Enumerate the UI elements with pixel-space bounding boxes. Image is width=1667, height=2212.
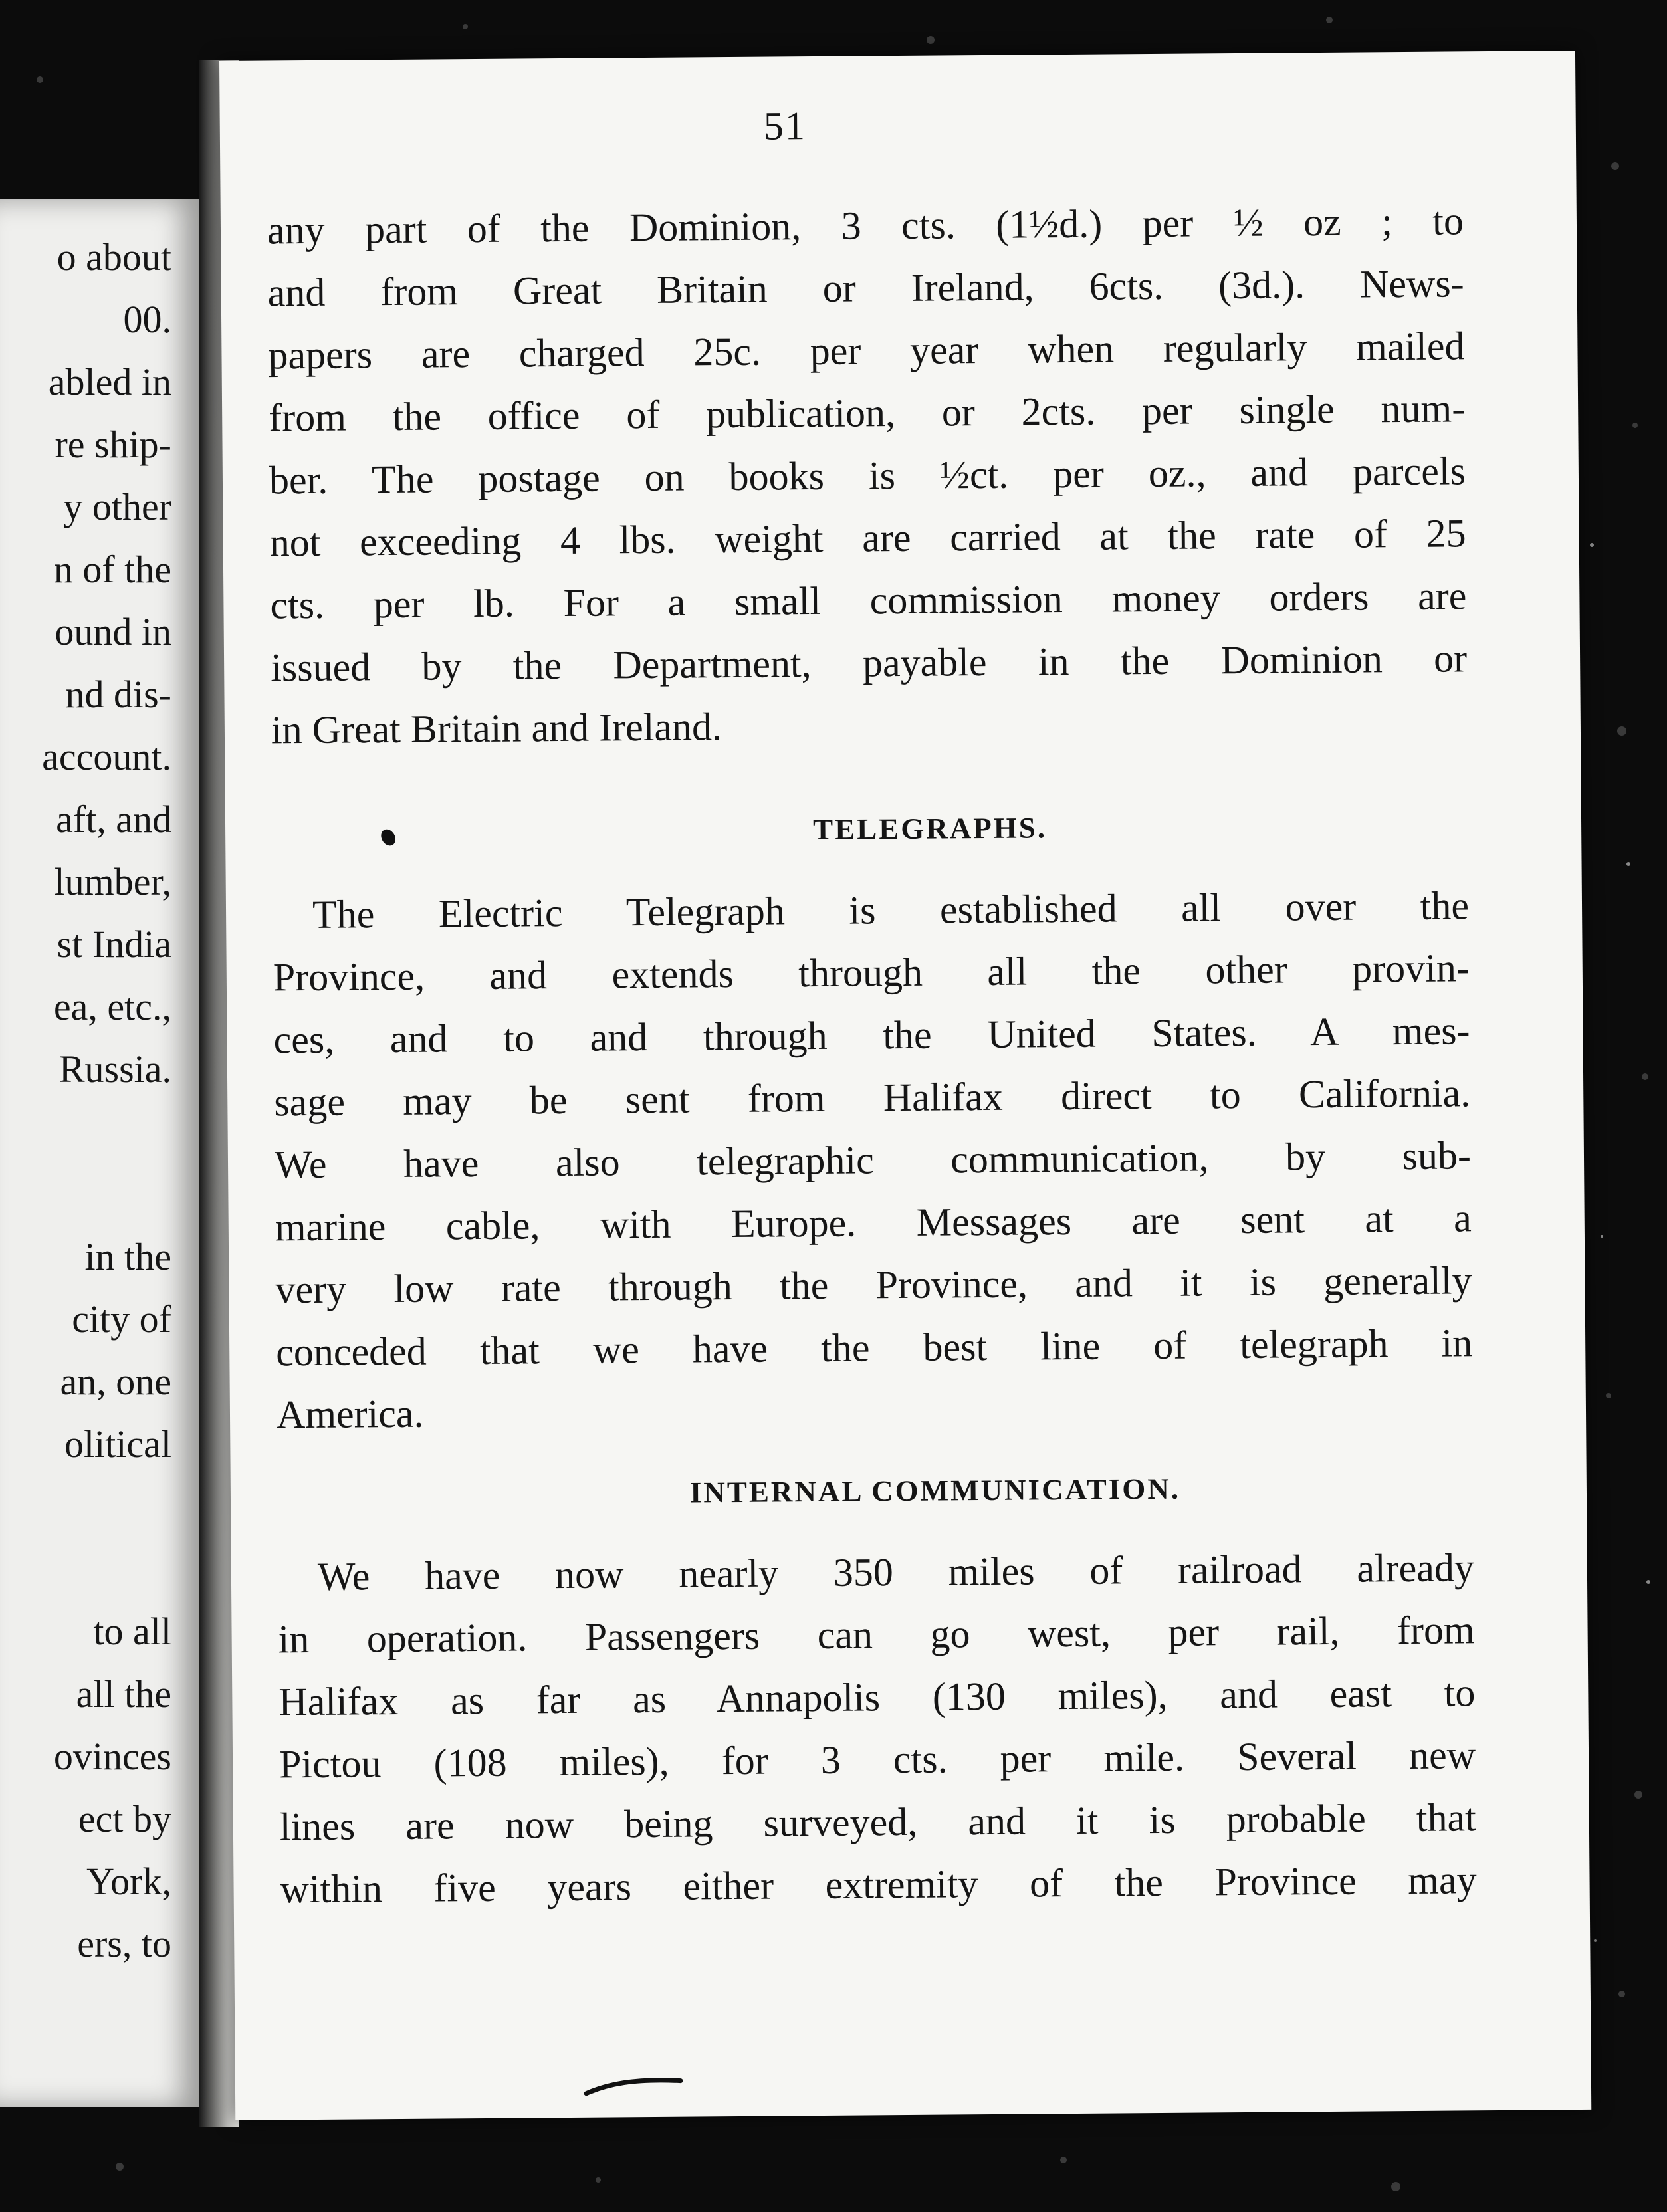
- left-line: ovinces: [53, 1735, 171, 1778]
- text-line: in Great Britain and Ireland.: [271, 705, 722, 752]
- text-line: Pictou (108 miles), for 3 cts. per mile. Several new: [278, 1733, 1476, 1787]
- text-line: Halifax as far as Annapolis (130 miles), and east to: [278, 1670, 1476, 1724]
- left-line: nd dis-: [65, 673, 171, 716]
- text-line: cts. per lb. For a small commission money orders are: [270, 574, 1467, 627]
- text-line: papers are charged 25c. per year when regularly mailed: [268, 324, 1465, 378]
- text-line: within five years either extremity of the Province may: [280, 1858, 1477, 1912]
- text-line: We have now nearly 350 miles of railroad already: [317, 1545, 1475, 1599]
- section-heading-telegraphs: TELEGRAPHS.: [812, 811, 1048, 847]
- left-line: account.: [42, 735, 171, 778]
- left-line: York,: [86, 1860, 171, 1903]
- left-line: st India: [56, 923, 171, 966]
- left-line: ers, to: [77, 1922, 171, 1965]
- text-line: marine cable, with Europe. Messages are sent at a: [275, 1196, 1472, 1250]
- page-51: [219, 51, 1591, 2120]
- left-line: 00.: [123, 298, 171, 341]
- left-line: [0, 1538, 199, 1601]
- text-line: Province, and extends through all the other provin-: [273, 946, 1470, 1000]
- section-heading-internal-communication: INTERNAL COMMUNICATION.: [689, 1472, 1181, 1509]
- left-line: ea, etc.,: [53, 985, 171, 1028]
- left-line: olitical: [64, 1422, 171, 1466]
- left-line: abled in: [48, 360, 171, 403]
- text-line: America.: [276, 1391, 424, 1437]
- ink-blot-mark: [375, 824, 401, 851]
- telegraphs-paragraph: [273, 874, 1474, 1446]
- left-page-text: [0, 226, 199, 1975]
- left-line: y other: [63, 485, 171, 528]
- text-line: very low rate through the Province, and it is generally: [275, 1258, 1472, 1312]
- left-line: in the: [84, 1235, 171, 1278]
- text-line: any part of the Dominion, 3 cts. (1½d.) per ½ oz ; to: [267, 199, 1464, 253]
- left-page-fragment: [0, 199, 203, 2107]
- left-line: n of the: [53, 548, 171, 591]
- internal-communication-paragraph: [278, 1536, 1477, 1920]
- text-line: not exceeding 4 lbs. weight are carried at the rate of 25: [269, 511, 1466, 565]
- text-line: ber. The postage on books is ½ct. per oz., and parcels: [269, 449, 1466, 502]
- left-line: [0, 1476, 199, 1538]
- text-line: lines are now being surveyed, and it is probable that: [279, 1795, 1477, 1849]
- left-line: all the: [76, 1672, 171, 1715]
- left-line: ect by: [78, 1797, 171, 1840]
- page-number: 51: [763, 104, 807, 148]
- text-line: We have also telegraphic communication, by sub-: [274, 1133, 1472, 1187]
- text-line: in operation. Passengers can go west, per rail, from: [278, 1608, 1475, 1662]
- left-line: re ship-: [55, 423, 171, 466]
- left-line: Russia.: [58, 1048, 171, 1091]
- left-line: [0, 1163, 199, 1226]
- left-line: ound in: [55, 610, 171, 653]
- page-text-column: [267, 189, 1477, 1920]
- left-line: o about: [56, 235, 171, 278]
- left-line: an, one: [60, 1360, 171, 1403]
- ink-stroke-mark: [581, 2064, 687, 2104]
- left-line: aft, and: [56, 798, 171, 841]
- left-line: [0, 1101, 199, 1163]
- text-line: from the office of publication, or 2cts. per single num-: [268, 386, 1466, 440]
- postage-paragraph: [267, 189, 1468, 761]
- text-line: sage may be sent from Halifax direct to California.: [274, 1071, 1471, 1125]
- text-line: ces, and to and through the United States. A mes-: [273, 1008, 1470, 1062]
- left-line: to all: [93, 1610, 171, 1653]
- text-line: and from Great Britain or Ireland, 6cts. (3d.). News-: [267, 261, 1464, 315]
- text-line: The Electric Telegraph is established all over the: [312, 883, 1470, 937]
- text-line: issued by the Department, payable in the Dominion or: [270, 636, 1468, 690]
- left-line: city of: [72, 1297, 171, 1341]
- left-line: lumber,: [54, 860, 171, 903]
- text-line: conceded that we have the best line of telegraph in: [275, 1321, 1473, 1375]
